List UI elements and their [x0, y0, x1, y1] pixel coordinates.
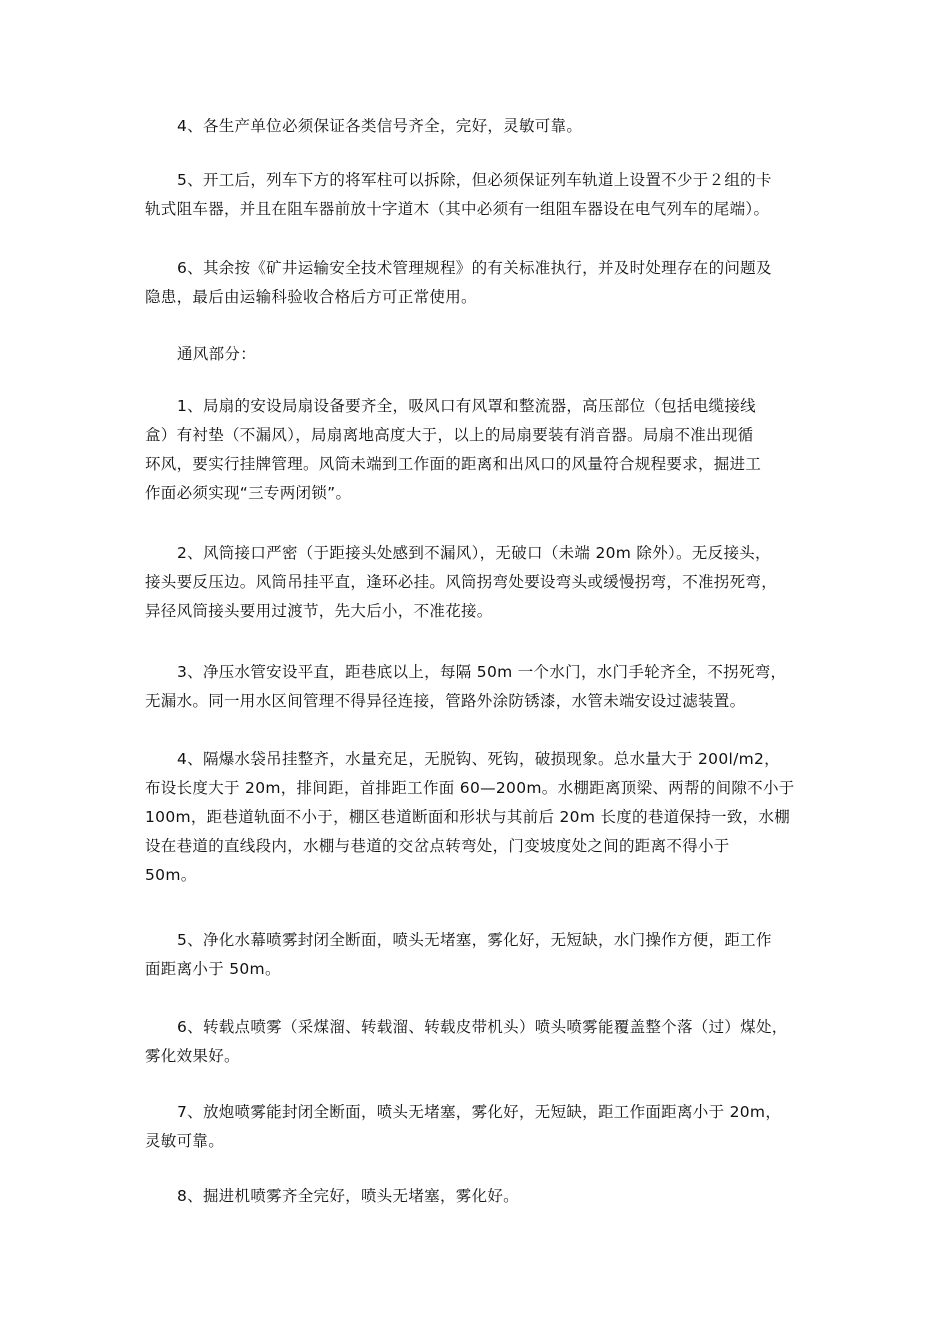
- paragraph-line: 设在巷道的直线段内，水棚与巷道的交岔点转弯处，门变坡度处之间的距离不得小于: [145, 837, 730, 855]
- paragraph-line: 1、局扇的安设局扇设备要齐全，吸风口有风罩和整流器，高压部位（包括电缆接线: [177, 397, 756, 415]
- paragraph-line: 3、净压水管安设平直，距巷底以上，每隔 50m 一个水门，水门手轮齐全，不拐死弯，: [177, 663, 787, 681]
- paragraph-derailer: [145, 166, 825, 224]
- paragraph-line: 轨式阻车器，并且在阻车器前放十字道木（其中必须有一组阻车器设在电气列车的尾端）。: [145, 200, 770, 218]
- paragraph-regulations: [145, 254, 825, 312]
- paragraph-water-bag: [145, 745, 825, 890]
- paragraph-line: 隐患，最后由运输科验收合格后方可正常使用。: [145, 288, 477, 306]
- paragraph-blast-spray: [145, 1098, 825, 1156]
- paragraph-line: 6、其余按《矿井运输安全技术管理规程》的有关标准执行，并及时处理存在的问题及: [177, 259, 772, 277]
- paragraph-fan: [145, 392, 825, 508]
- section-heading-text: 通风部分：: [177, 345, 257, 363]
- paragraph-line: 无漏水。同一用水区间管理不得异径连接，管路外涂防锈漆，水管未端安设过滤装置。: [145, 692, 746, 710]
- paragraph-line: 5、净化水幕喷雾封闭全断面，喷头无堵塞，雾化好，无短缺，水门操作方便，距工作: [177, 931, 772, 949]
- paragraph-signal: [145, 112, 825, 141]
- paragraph-line: 异径风筒接头要用过渡节，先大后小，不准花接。: [145, 602, 493, 620]
- paragraph-line: 环风，要实行挂牌管理。风筒未端到工作面的距离和出风口的风量符合规程要求，掘进工: [145, 455, 762, 473]
- paragraph-line: 4、隔爆水袋吊挂整齐，水量充足，无脱钩、死钩，破损现象。总水量大于 200l/m2，: [177, 750, 780, 768]
- paragraph-duct: [145, 539, 825, 626]
- paragraph-line: 50m。: [145, 866, 197, 884]
- paragraph-line: 接头要反压边。风筒吊挂平直，逢环必挂。风筒拐弯处要设弯头或缓慢拐弯，不准拐死弯，: [145, 573, 778, 591]
- paragraph-line: 布设长度大于 20m，排间距，首排距工作面 60—200m。水棚距离顶梁、两帮的间隙不小于: [145, 779, 795, 797]
- paragraph-line: 6、转载点喷雾（采煤溜、转载溜、转载皮带机头）喷头喷雾能覆盖整个落（过）煤处，: [177, 1018, 788, 1036]
- paragraph-line: 100m，距巷道轨面不小于，棚区巷道断面和形状与其前后 20m 长度的巷道保持一致，水棚: [145, 808, 791, 826]
- section-heading-ventilation: [145, 340, 825, 369]
- paragraph-line: 盒）有衬垫（不漏风），局扇离地高度大于，以上的局扇要装有消音器。局扇不准出现循: [145, 426, 754, 444]
- paragraph-line: 作面必须实现“三专两闭锁”。: [145, 484, 352, 502]
- paragraph-line: 5、开工后，列车下方的将军柱可以拆除，但必须保证列车轨道上设置不少于２组的卡: [177, 171, 772, 189]
- paragraph-water-curtain: [145, 926, 825, 984]
- paragraph-line: 4、各生产单位必须保证各类信号齐全，完好，灵敏可靠。: [177, 117, 583, 135]
- paragraph-line: 灵敏可靠。: [145, 1132, 225, 1150]
- paragraph-line: 2、风筒接口严密（于距接头处感到不漏风），无破口（未端 20m 除外）。无反接头，: [177, 544, 771, 562]
- paragraph-line: 雾化效果好。: [145, 1047, 240, 1065]
- paragraph-line: 7、放炮喷雾能封闭全断面，喷头无堵塞，雾化好，无短缺，距工作面距离小于 20m，: [177, 1103, 782, 1121]
- paragraph-line: 8、掘进机喷雾齐全完好，喷头无堵塞，雾化好。: [177, 1187, 519, 1205]
- paragraph-roadheader-spray: [145, 1182, 825, 1211]
- paragraph-water-pipe: [145, 658, 825, 716]
- paragraph-transfer-spray: [145, 1013, 825, 1071]
- paragraph-line: 面距离小于 50m。: [145, 960, 281, 978]
